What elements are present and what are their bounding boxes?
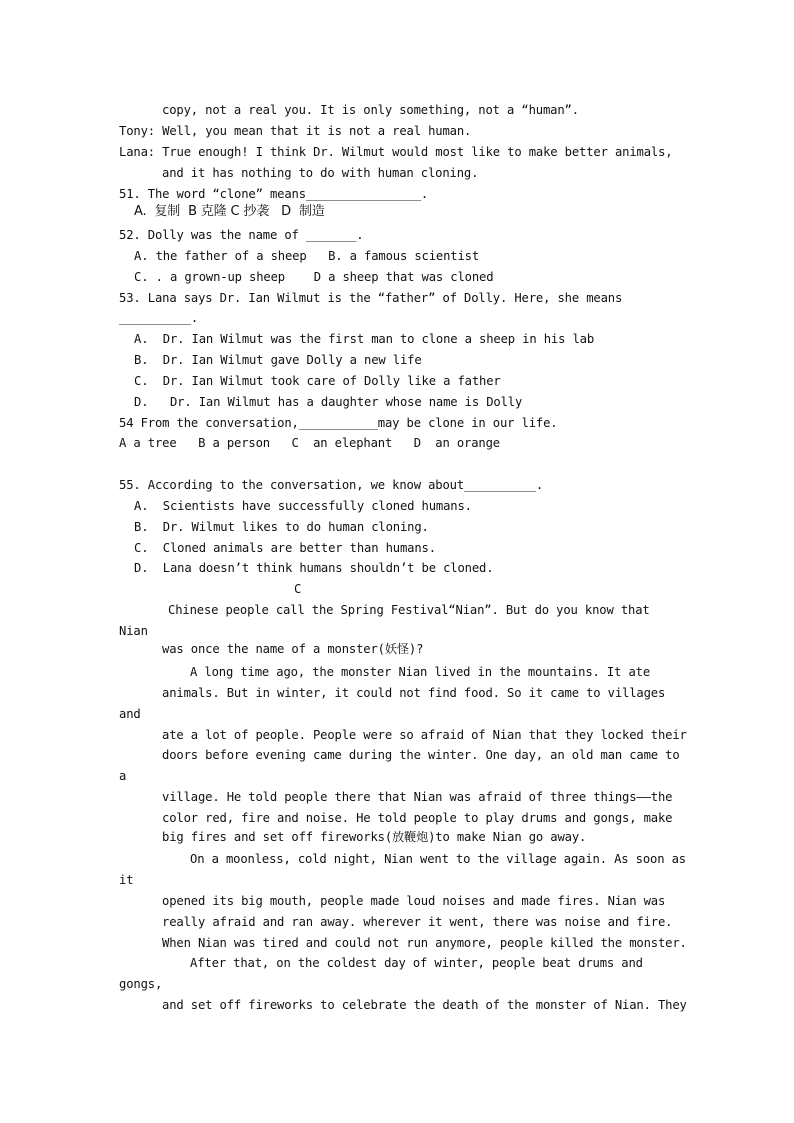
question-51-options: A. 复制 B 克隆 C 抄袭 D 制造 — [134, 204, 325, 219]
passage-line: doors before evening came during the winter. One day, an old man came to — [162, 748, 680, 762]
passage-line: gongs, — [119, 977, 163, 991]
dialogue-line: Tony: Well, you mean that it is not a real human. — [119, 124, 472, 138]
question-53-stem: 53. Lana says Dr. Ian Wilmut is the “father” of Dolly. Here, she means — [119, 291, 623, 305]
question-55-option-d: D. Lana doesn’t think humans shouldn’t be cloned. — [134, 561, 494, 575]
passage-line: and set off fireworks to celebrate the death of the monster of Nian. They — [162, 998, 687, 1012]
passage-line: and — [119, 707, 141, 721]
passage-line: village. He told people there that Nian was afraid of three things——the — [162, 790, 673, 804]
passage-line: A long time ago, the monster Nian lived in the mountains. It ate — [190, 665, 650, 679]
question-55-option-a: A. Scientists have successfully cloned humans. — [134, 499, 472, 513]
question-53-blank: __________. — [119, 311, 199, 325]
passage-line: really afraid and ran away. wherever it went, there was noise and fire. — [162, 915, 673, 929]
passage-line: Chinese people call the Spring Festival“Nian”. But do you know that — [168, 603, 650, 617]
question-53-option-a: A. Dr. Ian Wilmut was the first man to clone a sheep in his lab — [134, 332, 594, 346]
passage-line: was once the name of a monster(妖怪)? — [162, 642, 424, 656]
question-53-option-b: B. Dr. Ian Wilmut gave Dolly a new life — [134, 353, 422, 367]
question-52-options: C. . a grown-up sheep D a sheep that was cloned — [134, 270, 494, 284]
passage-line: After that, on the coldest day of winter, people beat drums and — [190, 956, 643, 970]
dialogue-line: copy, not a real you. It is only something, not a “human”. — [162, 103, 579, 117]
passage-line: When Nian was tired and could not run anymore, people killed the monster. — [162, 936, 687, 950]
question-54-options: A a tree B a person C an elephant D an orange — [119, 436, 500, 450]
passage-line: a — [119, 769, 127, 783]
passage-label: C — [294, 582, 302, 596]
question-53-option-c: C. Dr. Ian Wilmut took care of Dolly like a father — [134, 374, 501, 388]
passage-line: animals. But in winter, it could not find food. So it came to villages — [162, 686, 666, 700]
question-52-options: A. the father of a sheep B. a famous scientist — [134, 249, 479, 263]
passage-line: Nian — [119, 624, 148, 638]
question-54-stem: 54 From the conversation,___________may be clone in our life. — [119, 416, 558, 430]
passage-line: On a moonless, cold night, Nian went to the village again. As soon as — [190, 852, 686, 866]
question-55-option-c: C. Cloned animals are better than humans. — [134, 541, 436, 555]
question-53-option-d: D. Dr. Ian Wilmut has a daughter whose name is Dolly — [134, 395, 523, 409]
question-55-stem: 55. According to the conversation, we know about__________. — [119, 478, 544, 492]
passage-line: opened its big mouth, people made loud noises and made fires. Nian was — [162, 894, 666, 908]
passage-line: ate a lot of people. People were so afraid of Nian that they locked their — [162, 728, 687, 742]
question-55-option-b: B. Dr. Wilmut likes to do human cloning. — [134, 520, 429, 534]
passage-line: big fires and set off fireworks(放鞭炮)to make Nian go away. — [162, 830, 587, 844]
question-52-stem: 52. Dolly was the name of _______. — [119, 228, 364, 242]
passage-line: it — [119, 873, 134, 887]
passage-line: color red, fire and noise. He told people to play drums and gongs, make — [162, 811, 673, 825]
dialogue-line: and it has nothing to do with human cloning. — [162, 166, 479, 180]
dialogue-line: Lana: True enough! I think Dr. Wilmut would most like to make better animals, — [119, 145, 673, 159]
question-51-stem: 51. The word “clone” means________________. — [119, 187, 429, 201]
